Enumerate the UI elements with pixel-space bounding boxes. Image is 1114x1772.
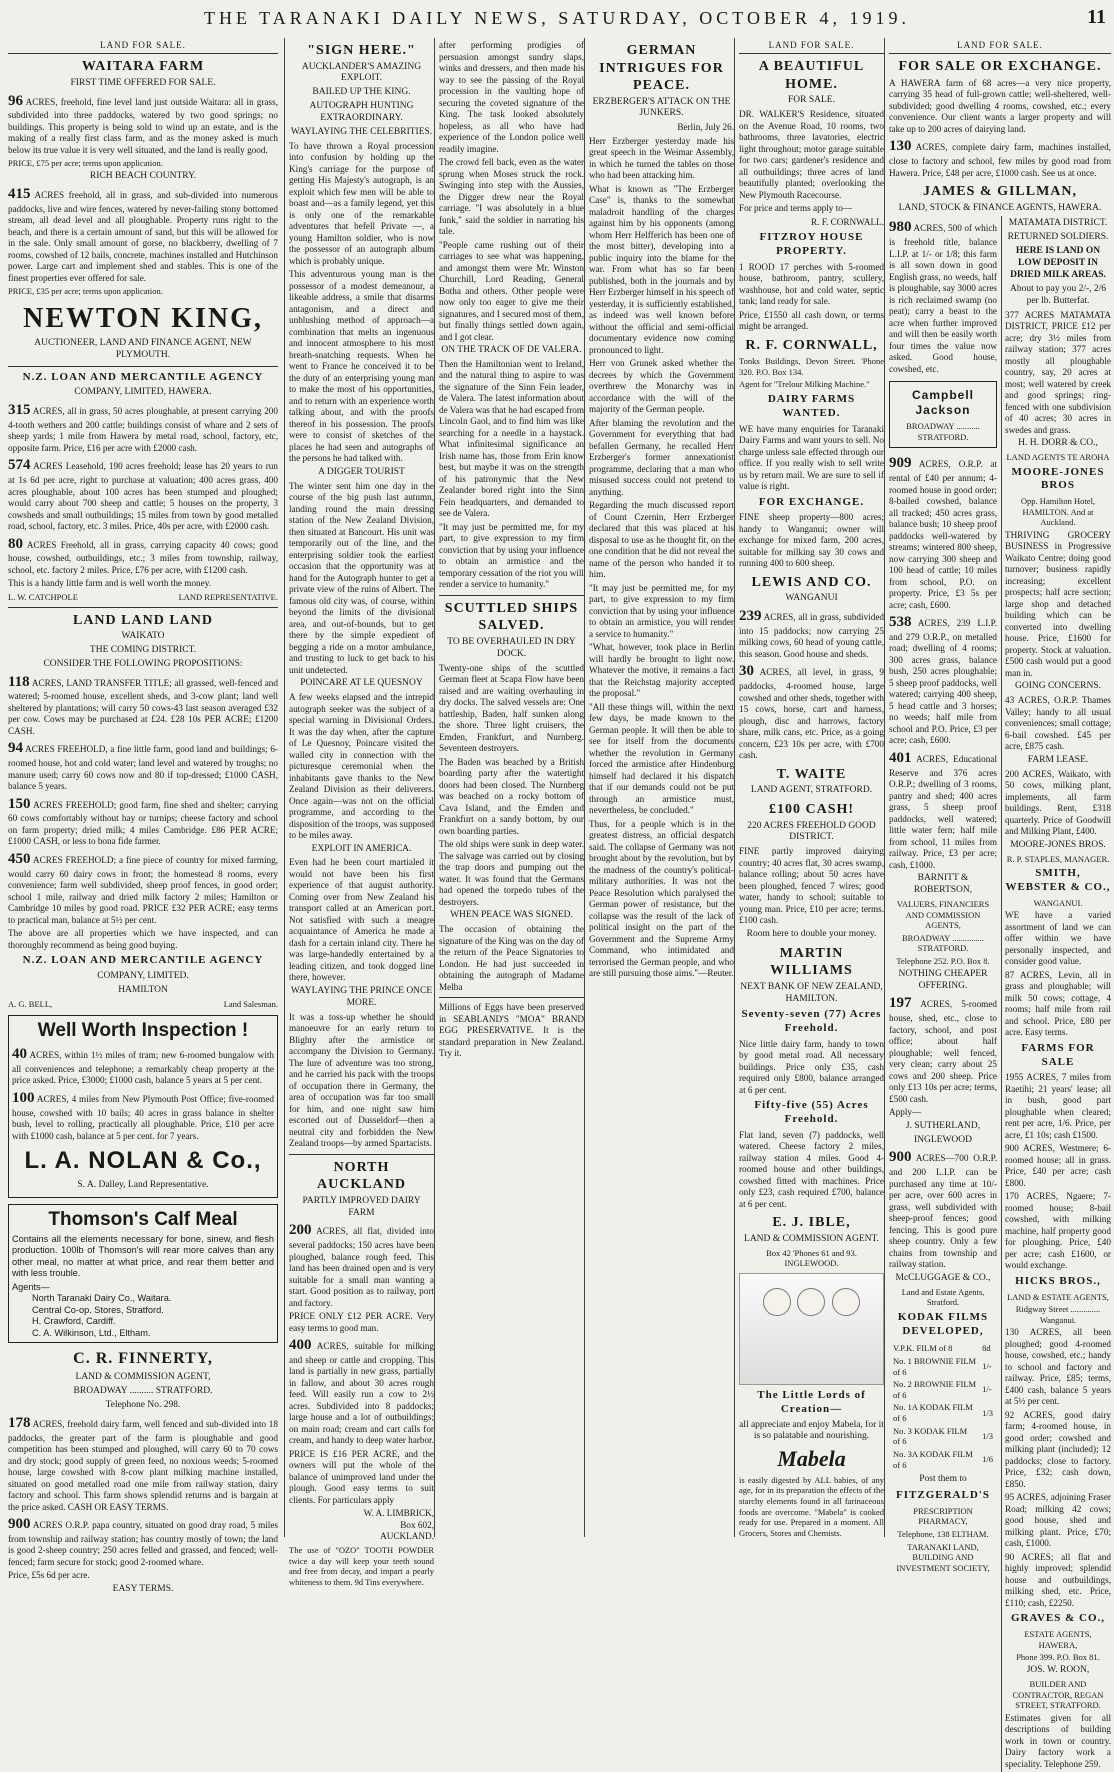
fitzgerald-heading: FITZGERALD'S [896, 1489, 990, 1501]
limbrick-name: W. A. LIMBRICK, [363, 1508, 434, 1519]
article-paragraph: What is known as "The Erzberger Case" is, thanks to the somewhat maladroit handling of the charges against him by his opponents (among whom Herr Helfferich has been one of the most bitter), developing into a public inquiry into the blame for the war. From what has so far been published, both in the journals and by Herr Erzberger himself in his speech of yesterday, it is sufficiently established, as indeed was well known before without the official and semi-official documentary evidence now coming pronounced to light. [589, 183, 734, 355]
mabela-logo: Mabela [777, 1446, 846, 1472]
barnitt-subheading: VALUERS, FINANCIERS AND COMMISSION AGENTS, [896, 898, 990, 931]
two-col-block [889, 216, 1111, 1772]
agents-label: Agents— [12, 1281, 50, 1292]
kodak-price-cell: 1/- [982, 1384, 992, 1395]
seventy-seven-acres-text: Nice little dairy farm, handy to town by good metal road. All necessary buildings. Price only £35, cash required only £800, balance arranged at 6 per cent. [739, 1038, 884, 1095]
article-paragraph: Herr Erzberger yesterday made his great speech in the Weimar Assembly, in which he turned the tables on those who had been attacking him. [589, 135, 734, 181]
left-subcolumn [889, 216, 997, 1772]
ad-400-price: PRICE IS £16 PER ACRE, and the owners will put the whole of the balance of unimproved land under the plough. Good easy terms to suit clients. For particulars apply [289, 1448, 434, 1505]
well-worth-heading: Well Worth Inspection ! [37, 1020, 249, 1042]
sale-exchange-heading: FOR SALE OR EXCHANGE. [898, 59, 1102, 75]
article-paragraph: The winter sent him one day in the course of the big push last autumn, landing round the main dressing station of the New Zealand Division, then situated at Bancourt. His unit was temporarily out of the line, and the enterprising soldier took the earliest occasion that the opportunity was at hand for the Autograph hunter to get a private view of the ruins of Albert. The famous old city was, of course, within beyond the limits of the divisional area, and out-of-bounds, but to get there by the simple expedient of begging a ride on a motor ambulance, and trusting to luck to get back to his unit undetected. [289, 480, 434, 675]
ad-377-acres: 377 ACRES MATAMATA DISTRICT, PRICE £12 per acre; dry 3½ miles from railway station; 377 acres mostly all ploughable country, say, 20 acres at most; well watered by creek and good springs; ring-fenced with one subdivision of 40 acres; 30 acres in swedes and grass. [1005, 309, 1111, 435]
kodak-price-cell: 1/6 [982, 1454, 993, 1465]
subheading-de-valera: ON THE TRACK OF DE VALERA. [441, 345, 582, 355]
hicks-address: Ridgway Street .............. Wanganui. [1015, 1304, 1101, 1325]
ad-900-price: Price, £5s 6d per acre. [8, 1570, 90, 1581]
article-paragraph: Then the Hamiltonian went to Ireland, and the natural thing to aspire to was the signature of the Sinn Fein leader, de Valera. The latest information about de Valera was that he had escaped from Lincoln Gaol, and to find him was like searching for a needle in a haystack. What infinitesimal significance an Irish name has, those from Erin know best, but maybe it was on the strength of his patronymic that the New Zealander bored right into the Sinn Fein headquarters, and demanded to see de Valera. [439, 358, 584, 519]
james-gillman-heading: JAMES & GILLMAN, [922, 184, 1078, 199]
ad-178-acres: 178 ACRES, freehold dairy farm, well fenced and sub-divided into 18 paddocks, the greater part of the farm is ploughable and good competition has been stumped and ploughed, will carry 60 to 70 cows and dry stock; good supply of green feed, no noxious weeds; 5-roomed house, large cowshed with 8-cow plant milking machine installed, situated on good metalled road one mile from railway station, dairy factory and school. This farm shows splendid returns and is bargain at the price asked. CASH OR EASY TERMS. [8, 1414, 278, 1512]
article-paragraph: "What, however, took place in Berlin will hardly be brought to light now. Whatever the motive, it remains a fact that the Reichstag majority accepted the proposal." [589, 642, 734, 699]
ad-130-acres: 130 ACRES, complete dairy farm, machines installed, close to factory and school, few miles by good road from Hawera. Price, £48 per acre, £1000 cash. See us at once. [889, 138, 1111, 178]
barnitt-telephone: Telephone 252. P.O. Box 8. [896, 956, 990, 966]
ad-94-acres: 94 ACRES FREEHOLD, a fine little farm, good land and buildings; 6-roomed house, hot and cold water; land level and watered by troughs; no manure used; carry 60 cows now and 80 if top-dressed; £1000 CASH, balance 5 years. [8, 740, 278, 792]
farm-lease-heading: FARM LEASE. [1027, 754, 1089, 765]
ad-130-acres-hicks: 130 ACRES, all been ploughed; good 4-roomed house, cowshed, etc.; handy to school and factory and railway. Price, £85; terms, £400 cash, balance 5 years at 5½ per cent. [1005, 1327, 1111, 1407]
lewis-city: WANGANUI [785, 593, 838, 604]
kodak-price-row [891, 1426, 995, 1447]
thomson-heading: Thomson's Calf Meal [48, 1208, 238, 1230]
subheading-exploit-america: EXPLOIT IN AMERICA. [311, 843, 412, 854]
ad-239-acres: 239 ACRES, all in grass, subdivided into 15 paddocks; now carrying 25 milking cows, 60 head of young cattle, this season. Good house and sheds. [739, 608, 884, 659]
article-paragraph: Even had he been court martialed it would not have been his first experience of that august authority. Coming over from New Zealand his transport called at an American port. Not satisfied with such a meagre acquaintance of America he made a dash for a certain inland city. There he was large-handedly entertained by a leading citizen, and took dogged line there, however. [289, 857, 434, 983]
ad-401-acres: 401 ACRES, Educational Reserve and 376 acres O.R.P.; dwelling of 3 rooms, pantry and shed; 400 acres grass, 5 sheep proof paddocks, well watered; little water fern; half mile from school, 11 miles from railway. Price, £3 per acre; cash, £1000. [889, 749, 997, 870]
agent-2: Central Co-op. Stores, Stratford. [32, 1304, 164, 1315]
ad-80-acres: 80 ACRES Freehold, all in grass, carrying capacity 40 cows; good house, cowshed, outbuildings, etc.; 3 miles from township, railway, school, etc. factory 2 miles. Price, £76 per acre, with £1200 cash. [8, 535, 278, 575]
beautiful-home-heading: A BEAUTIFUL HOME. [758, 59, 865, 92]
scuttled-ships-subheading: TO BE OVERHAULED IN DRY DOCK. [447, 636, 576, 659]
walker-apply: For price and terms apply to— [739, 203, 853, 214]
grocery-business-ad: THRIVING GROCERY BUSINESS in Progressive Waikato Centre; doing good turnover; business rapidly increasing; excellent prospects; half acre section; large shop and detached building which can be converted into dwelling house. Price, £1600 for property. Stock at valuation. £500 cash would put a good man in. [1005, 529, 1111, 678]
kodak-price-cell: 1/3 [982, 1407, 993, 1418]
fitzgerald-telephone: Telephone, 138 ELTHAM. [897, 1529, 989, 1539]
article-paragraph: To have thrown a Royal procession into confusion by holding up the King's carriage for the purpose of getting His Majesty's autograph, is an exploit which few men will be able to boast and—as a family legend, yet this is only one of the remarkable adventures that befell Private —, a young Hamilton soldier, who is now the possessor of an autograph album which is probably unique. [289, 140, 434, 266]
ad-400-acres: 400 ACRES, suitable for milking and sheep or cattle and cropping. This land is partially in new grass, partially in fallow, and about 30 acres rough feed. Will easily run a cow to 2½ acres. Subdivided into 8 paddocks; large house and a lot of outbuildings; on main road; cream and cart calls for cream, and handy to deep water harbor. [289, 1337, 434, 1446]
dateline: Berlin, July 26. [677, 122, 734, 133]
german-intrigues-heading: GERMAN INTRIGUES FOR PEACE. [599, 43, 724, 93]
scuttled-ships-heading: SCUTTLED SHIPS SALVED. [444, 600, 579, 634]
ible-heading: E. J. IBLE, [772, 1215, 851, 1231]
campbell-heading: Campbell Jackson [911, 388, 974, 418]
smith-webster-text: WE have a varied assortment of land we can offer within we have personally inspected, and consider good value. [1005, 910, 1111, 967]
egg-preservative-advert: Millions of Eggs have been preserved in SEABLAND'S "MOA" BRAND EGG PRESERVATIVE. It is the standard preparation in New Zealand. Try it. [439, 1002, 584, 1058]
kodak-price-row [891, 1449, 995, 1470]
article-paragraph: "All these things will, within the next few days, be made known to the German people. It will then be able to see for itself from the documents whether the revolution in Germany forced the armistice after Hindenburg himself had declared it his dispatch that if our demands could not be put through an armistice must, nevertheless, be concluded." [589, 701, 734, 816]
campbell-address: BROADWAY ........... STRATFORD. [906, 421, 980, 442]
dorr-heading: H. H. DORR & CO., [1018, 438, 1098, 448]
walker-residence-ad: DR. WALKER'S Residence, situated on the Avenue Road, 10 rooms, two bathrooms, three lavatories, electric light throughout; motor garage suitable for two cars; gardener's residence and all outbuildings; three acres of land beautifully planted; overlooking the New Plymouth Racecourse. [739, 109, 884, 200]
subheading-poincare: POINCARE AT LE QUESNOY [300, 678, 423, 689]
ad-980-acres: 980 ACRES, 500 of which is freehold title, balance L.I.P. at 1/- or 1/8; this farm is all sown down in good English grass, no weeds, half is ploughable, say 3000 acres is rich reclaimed swamp (no peat); carry a beast to the acre when further improved and will then be easily worth four times the value now asked. Good house, cowshed, etc. [889, 219, 997, 374]
mccluggage-heading: McCLUGGAGE & CO., [895, 1272, 991, 1283]
ad-200-acres-lease: 200 ACRES, Waikato, with 50 cows, milking plant, implements, all farm buildings. Rent, £318 quarterly. Price of Goodwill and Milking Plant, £400. [1005, 768, 1111, 837]
ad-197-acres: 197 ACRES, 5-roomed house, shed, etc., close to factory, school, and post office; about half ploughable; well fenced, very clean; carry about 25 cows and 200 sheep. Price only £13 10s per acre; terms, £500 cash. [889, 995, 997, 1104]
roon-heading: JOS. W. ROON, [1026, 1665, 1090, 1675]
barnitt-heading: BARNITT & ROBERTSON, [913, 873, 973, 895]
nolan-heading: L. A. NOLAN & Co., [24, 1147, 262, 1174]
article-paragraph: "It may just be permitted me, for my part, to give expression to my firm conviction that by using your influence to obtain an armistice, you will render a service to humanity." [589, 582, 734, 639]
ad-30-acres: 30 ACRES, all level, in grass, 9 paddocks, 4-roomed house, large cowshed and other sheds, together with 15 cows, horse, cart and harness, plough, disc and harrows, factory share, milk cans, etc. Price, as a going concern, £23 10s per acre, with £700 cash. [739, 663, 884, 761]
nz-loan-subheading: COMPANY, LIMITED, HAWERA. [74, 387, 212, 398]
fifty-five-acres-heading: Fifty-five (55) Acres Freehold. [754, 1099, 869, 1126]
newton-king-subheading: AUCTIONEER, LAND AND FINANCE AGENT, NEW PLYMOUTH. [34, 337, 252, 360]
article-paragraph: Twenty-one ships of the scuttled German fleet at Scapa Flow have been raised and are waiting overhauling in dry docks. The salved vessels are: One battleship, Baden, half sunken along the shore. Three light cruisers, the Emden, Frankfurt, and Nurnberg. Seventeen destroyers. [439, 662, 584, 754]
rood-price: Price, £1550 all cash down, or terms might be arranged. [739, 309, 884, 332]
agent-4: C. A. Wilkinson, Ltd., Eltham. [32, 1327, 151, 1338]
kodak-price-cell: No. 1A KODAK FILM of 6 [893, 1402, 973, 1423]
nz-loan-subheading-2: COMPANY, LIMITED. [97, 970, 189, 981]
martin-williams-address: NEXT BANK OF NEW ZEALAND, HAMILTON. [740, 981, 883, 1004]
apply-label: Apply— [889, 1107, 922, 1118]
divider [289, 1154, 434, 1155]
baby-face-icon [797, 1288, 825, 1316]
column-german-intrigues [584, 38, 734, 1537]
subheading-peace-signed: WHEN PEACE WAS SIGNED. [450, 910, 573, 921]
ad-100-acres: 100 ACRES, 4 miles from New Plymouth Post Office; five-roomed house, cowshed with 10 bails; 40 acres in grass balance in shelter bush, level to rolling, practically all ploughable. Price, £10 per acre with £1000 cash, balance at 5 per cent. for 7 years. [12, 1089, 274, 1141]
hamilton-label: HAMILTON [118, 984, 168, 995]
returned-soldiers: RETURNED SOLDIERS. [1007, 232, 1109, 243]
kodak-price-row [891, 1379, 995, 1400]
article-paragraph: It was a toss-up whether he should manoeuvre for an early return to Blighty after the armistice or accompany the Division to Germany. The lure of adventure was too strong, and he carried his pack with the troops of occupation there in Germany, the area of occupation was far too small for him, and one night saw him escorted out of Dusseldorf—then a neutral city and forbidden the New Zealand troops—by armed Spartacists. [289, 1011, 434, 1149]
page-number: 11 [1087, 6, 1106, 28]
bell-signature: A. G. BELL, Land Salesman. [8, 998, 278, 1009]
newton-king-heading: NEWTON KING, [23, 302, 263, 334]
columns [0, 38, 1114, 1769]
ad-415-acres: 415 ACRES freehold, all in grass, and sub-divided into numerous paddocks, live and wire fences, watered by never-failing stony bottomed stream, all dead level and all ploughable. Property runs right to the beach, and there is a certain amount of sand, but this will be allowed for in the sale. Only small amount of gorse, no blackberry, dwelling of 7 rooms, cowshed of 12 bails, concrete, machines installed and Hutchinson power. Large cart and implement shed and stables. This is one of the finest properties ever offered for sale. [8, 185, 278, 283]
ad-900-westmere: 900 ACRES, Westmere; 6-roomed house; all in grass. Price, £40 per acre; cash £800. [1005, 1143, 1111, 1188]
ad-315-acres: 315 ACRES, all in grass, 50 acres ploughable, at present carrying 200 4-tooth wethers and 200 cattle; buildings consist of whare and 2 sets of sheep yards; 1 mile from Hawera by metal road, school, factory, etc, opposite farm. Price, £16 per acre with £2000 cash. [8, 402, 278, 453]
rich-beach-heading: RICH BEACH COUNTRY. [89, 171, 197, 181]
waikato-heading: WAIKATO [121, 631, 165, 641]
ad-909-acres: 909 ACRES, O.R.P. at rental of £40 per annum; 4-roomed house in good order; 8-bailed cowshed, balance all tracked; 450 acres grass, balance bush; 10 sheep proof paddocks well-watered by streams; wintered 800 sheep, now carrying 300 sheep and 100 head of cattle; 10 miles from school, P.O. on property. Price, £3 5s per acre; cash, £600. [889, 455, 997, 610]
section-heading: LAND FOR SALE. [889, 38, 1111, 54]
finnerty-telephone: Telephone No. 298. [105, 1399, 181, 1410]
column-sale-or-exchange [884, 38, 1111, 1769]
north-auckland-subheading: PARTLY IMPROVED DAIRY FARM [302, 1195, 421, 1218]
ad-40-acres: 40 ACRES, within 1½ miles of tram; new 6-roomed bungalow with all conveniences and telephone; a remarkably cheap property at the price asked. Price, £3000; £1000 cash, balance 5 years at 5 per cent. [12, 1046, 274, 1086]
cornwall-heading: R. F. CORNWALL, [745, 337, 878, 353]
sign-here-sub-2: BAILED UP THE KING. [312, 87, 411, 98]
moore-jones-address: Opp. Hamilton Hotel, HAMILTON. And at Auckland. [1020, 496, 1096, 528]
nz-loan-heading: N.Z. LOAN AND MERCANTILE AGENCY [22, 370, 264, 383]
agent-1: North Taranaki Dairy Co., Waitara. [32, 1293, 172, 1304]
section-heading: LAND FOR SALE. [8, 38, 278, 54]
sutherland-name: J. SUTHERLAND, [905, 1120, 981, 1131]
kodak-price-cell: 1/- [982, 1361, 992, 1372]
hicks-heading: HICKS BROS., [1015, 1274, 1101, 1287]
kodak-heading: KODAK FILMS DEVELOPED, [897, 1310, 989, 1337]
graves-telephone: Phone 399. P.O. Box 81. [1016, 1652, 1100, 1663]
section-heading: LAND FOR SALE. [739, 38, 884, 54]
finnerty-heading: C. R. FINNERTY, [73, 1350, 213, 1368]
kodak-price-row [891, 1402, 995, 1423]
hawera-farm-ad: A HAWERA farm of 68 acres—a very nice property, carrying 35 head of full-grown cattle; well-sheltered, well-subdivided; good dwelling 4 rooms, cowshed, etc.; every convenience. Our client wants a larger property and will take up to 200 acres of dairying land. [889, 77, 1111, 134]
nothing-cheaper-heading: NOTHING CHEAPER OFFERING. [898, 968, 988, 991]
ad-150-acres: 150 ACRES FREEHOLD; good farm, fine shed and shelter; carrying 60 cows comfortably without hay or turnips; cheese factory and school on farm property; dried milk; 4 miles Cambridge. £86 PER ACRE; £1000 CASH, or less to bona fide farmer. [8, 795, 279, 847]
farms-for-sale-heading: FARMS FOR SALE [1021, 1041, 1095, 1068]
sign-here-heading: "SIGN HERE." [307, 43, 416, 58]
little-lords-sub: all appreciate and enjoy Mabela, for it is so palatable and nourishing. [739, 1419, 884, 1442]
article-paragraph: The occasion of obtaining the signature of the King was on the day of the return of the Peace Signatories to London. He had just succeeded in obtaining the autograph of Madame Melba [439, 924, 584, 992]
ad-87-acres: 87 ACRES, Levin, all in grass and ploughable; will milk 50 cows; cottage, 4 rooms; half mile from rail and school. Price, £80 per acre. Easy terms. [1005, 969, 1111, 1038]
ad-90-acres: 90 ACRES; all flat and highly improved; splendid house and outbuildings, milking shed, etc. Price, £110; cash, £2250. [1005, 1551, 1111, 1608]
ad-118-acres: 118 ACRES, LAND TRANSFER TITLE; all grassed, well-fenced and watered; 5-roomed house, excellent sheds, and 3-cow plant; land well sheltered by plantations; will carry 50 cows-43 last season averaged £32 per cow. Cows may be purchased at £24. £28 10s PER ACRE; £1200 CASH. [8, 673, 278, 736]
baby-faces [760, 1288, 863, 1316]
taranaki-building-society: TARANAKI LAND, BUILDING AND INVESTMENT SOCIETY, [896, 1541, 990, 1573]
going-concerns-heading: GOING CONCERNS. [1014, 681, 1102, 692]
moore-jones-manager: R. P. STAPLES, MANAGER. [1006, 853, 1110, 864]
babies-illustration [739, 1273, 884, 1385]
north-auckland-heading: NORTH AUCKLAND [317, 1159, 406, 1193]
catchpole-signature: L. W. CATCHPOLE LAND REPRESENTATIVE. [8, 591, 278, 602]
coming-district: THE COMING DISTRICT. [89, 644, 197, 655]
divider [439, 595, 584, 596]
low-deposit-heading: HERE IS LAND ON LOW DEPOSIT IN DRIED MILK AREAS. [1010, 246, 1106, 280]
exchange-heading: FOR EXCHANGE. [758, 495, 865, 508]
handy-farm-note: This is a handy little farm and is well worth the money. [8, 578, 212, 589]
column-land-for-sale-2 [734, 38, 884, 1537]
ad-900-acres: 900 ACRES—700 O.R.P. and 200 L.I.P. can be purchased any time at 10/- per acre, over 600 acres in grass, well subdivided with sheep-proof fences; good fencing. This is good pure sheep country. Only a few chains from township and railway station. [889, 1149, 998, 1270]
walker-agent: R. F. CORNWALL. [810, 216, 884, 227]
room-to-double: Room here to double your money. [746, 928, 877, 939]
easy-terms: EASY TERMS. [112, 1583, 174, 1594]
waite-heading: T. WAITE [776, 766, 847, 782]
cash-100-heading: £100 CASH! [768, 802, 855, 817]
article-paragraph: The old ships were sunk in deep water. The salvage was carried out by closing the trap doors and pumping out the water. It was found that the Germans had opened the torpedo tubes of the destroyers. [439, 839, 584, 907]
column-article-continued [434, 38, 584, 1537]
sign-here-sub-4: WAYLAYING THE CELEBRITIES. [290, 126, 433, 137]
little-lords-heading: The Little Lords of Creation— [757, 1389, 866, 1415]
ad-538-acres: 538 ACRES, 239 L.I.P. and 279 O.R.P., on metalled road; dwelling of 4 rooms; 300 acres grass, balance bush, 250 acres ploughable; 5 sheep proof paddocks, well watered; carrying 400 sheep, 5 head cattle and 3 horses; no weeds; half mile from school and P.O. Price, £3 per acre; cash, £600. [889, 614, 998, 746]
ad-415-price: PRICE, £35 per acre; terms upon application. [8, 286, 163, 297]
mabela-text: is easily digested by ALL babies, of any age, for in its preparation the effects of the starchy elements found in all farinaceous foods are overcome. "Mabela" is cooked ready for use. Prepared in a moment. All Grocers, Stores and Chemists. [739, 1474, 884, 1538]
consider-propositions: CONSIDER THE FOLLOWING PROPOSITIONS: [43, 658, 243, 669]
land-land-land-heading: LAND LAND LAND [72, 612, 213, 628]
moore-jones-heading: MOORE-JONES BROS [1011, 465, 1105, 492]
martin-williams-heading: MARTIN WILLIAMS [770, 945, 853, 979]
waite-subheading: LAND AGENT, STRATFORD. [750, 785, 873, 796]
kodak-price-cell: V.P.K. FILM of 8 [893, 1343, 953, 1354]
cash-100-text: FINE partly improved dairying country; 40 acres flat, 30 acres swamp, balance rolling; about 50 acres have been ploughed, fenced 7 wires; good water, handy to school; suitable to young man. Price, £10 per acre; terms. £100 cash. [739, 846, 884, 926]
article-paragraph: The Baden was beached by a British boarding party after the watertight doors had been closed. The Nurnberg was beached on a rocky bottom of Cava Island, and the Emden and Frankfurt on a sandy bottom, by our own boarding parties. [439, 756, 584, 836]
ad-900-acres: 900 ACRES O.R.P. papa country, situated on good dray road, 5 miles from township and railway station; has country mostly of town; the land is good 2-sheep country; 250 acres felled and grassed, and fenced; well-fenced; farm secure for stock; good 2-roomed whare. [8, 1516, 278, 1567]
masthead [0, 0, 1114, 30]
kodak-price-cell: No. 1 BROWNIE FILM of 6 [893, 1355, 977, 1377]
graves-heading: GRAVES & CO., [1010, 1612, 1106, 1625]
for-sale-label: FOR SALE. [788, 95, 835, 106]
article-paragraph: A few weeks elapsed and the intrepid autograph seeker was the subject of a special warning in Divisional Orders. It was the day when, after the capture of Le Quesnoy, Poincare visited the walled city in connection with the picturesque ceremonial when the inhabitants gave thanks to the New Zealand Division as their deliverers. Once again—was not on the official programme, and according to the disposition of the troops, was supposed to be miles away. [289, 692, 434, 840]
ad-450-acres: 450 ACRES FREEHOLD; a fine piece of country for mixed farming, would carry 60 dairy cows in front; the homestead 8 rooms, every convenience; farm well subdivided, sheep proof fences, in good order; school 1 mile, railway and dried milk factory 2 miles; Hamilton or Cambridge 10 miles by good road. PRICE £32 PER ACRE; easy terms to practical man, balance at 5½ per cent. [8, 850, 278, 925]
lewis-heading: LEWIS AND CO. [751, 574, 872, 590]
article-paragraph: "People came rushing out of their carriages to see what was happening, and amongst them were Mr. Winston Churchill, Lord Reading, General Botha and others. Other people were now only too eager to give me their signatures, and I secured most of them, but finally things settled down again, and I got clear. [439, 239, 584, 342]
kodak-price-row [891, 1356, 995, 1377]
sign-here-sub-1: AUCKLANDER'S AMAZING EXPLOIT. [301, 61, 422, 84]
waitara-subheading: FIRST TIME OFFERED FOR SALE. [70, 77, 216, 88]
cornwall-address: Tonks Buildings, Devon Street. 'Phone 320. P.O. Box 134. [739, 356, 884, 377]
article-paragraph: The crowd fell back, even as the water sprung when Moses struck the rock. Swinging into step with the Aussies, the Digger drew near the Royal carriage. "I was absolutely in a blue funk," said the soldier in narrating his tale. [439, 157, 584, 236]
german-intrigues-subheading: ERZBERGER'S ATTACK ON THE JUNKERS. [592, 96, 731, 119]
article-paragraph: after performing prodigies of persuasion amongst sundry slaps, winks and dressers, and then made his way to see the passing of the Royal procession in the vaulting hope of securing the coveted signature of the King. The task looked absolutely hopeless, as all who have had experience of the London police well readily imagine. [439, 40, 584, 154]
ad-43-acres: 43 ACRES, O.R.P. Thames Valley; handy to all usual conveniences; small cottage; 6-bail cowshed. £45 per acre, £875 cash. [1005, 695, 1111, 752]
dorr-subheading: LAND AGENTS TE AROHA [1006, 451, 1110, 462]
sutherland-town: INGLEWOOD [913, 1134, 973, 1145]
james-gillman-sub: LAND, STOCK & FINANCE AGENTS, HAWERA. [898, 202, 1102, 213]
finnerty-subheading: LAND & COMMISSION AGENT, [75, 1372, 211, 1383]
baby-face-icon [763, 1288, 791, 1316]
subheading-waylaying-prince: WAYLAYING THE PRINCE ONCE MORE. [290, 985, 433, 1008]
nz-loan-heading-2: N.Z. LOAN AND MERCANTILE AGENCY [22, 954, 264, 967]
rood-ad: 1 ROOD 17 perches with 5-roomed house, bathroom, pantry, scullery, washhouse, hot and cold water, septic tank; land ready for sale. [739, 261, 884, 307]
column-land-adverts [8, 38, 279, 1594]
kodak-price-cell: No. 3A KODAK FILM of 6 [893, 1448, 973, 1470]
hicks-subheading: LAND & ESTATE AGENTS, [1007, 1291, 1109, 1302]
right-subcolumn [1001, 216, 1111, 1772]
ad-200-price: PRICE ONLY £12 PER ACRE. Very easy terms to good man. [289, 1311, 434, 1333]
seventy-seven-acres-heading: Seventy-seven (77) Acres Freehold. [741, 1008, 882, 1035]
dairy-farms-heading: DAIRY FARMS WANTED. [767, 393, 856, 419]
ad-96-acres: 96 ACRES, freehold, fine level land just outside Waitara: all in grass, subdivided into three paddocks, watered by two good springs; no buildings. This property is being sold to wind up an estate, and is the making of a really first class farm, and as the money asked is much below its true value it is very well situated, and the land is really good. [8, 92, 278, 155]
kodak-price-table [889, 1341, 997, 1472]
ible-subheading: LAND & COMMISSION AGENT. [744, 1233, 879, 1244]
thomson-text: Contains all the elements necessary for bone, sinew, and flesh production. 100lb of Thomson's will rear more calves than any other meal, no matter at what price, and rear them better and with less trouble. [12, 1233, 274, 1279]
kodak-price-cell: 8d [982, 1343, 991, 1354]
matamata-heading: MATAMATA DISTRICT. [1008, 218, 1108, 229]
post-label: Post them to [919, 1474, 967, 1485]
moore-jones-heading-2: MOORE-JONES BROS. [1010, 839, 1106, 850]
kodak-price-row [891, 1343, 995, 1354]
ad-1955-acres: 1955 ACRES, 7 miles from Raetihi; 21 years' lease; all in bush, good part ploughable when cleared; rent per acre, 1/6. Price, per acre, £1 10s; cash £1500. [1005, 1072, 1111, 1140]
sign-here-sub-3: AUTOGRAPH HUNTING EXTRAORDINARY. [309, 101, 414, 123]
article-paragraph: This adventurous young man is the possessor of a modest demeanour, a likeable address, a smile that disarms antagonism, and a direct and unblushing method of approach—a combination that melts an ingenuous and innocent atmosphere to his most breath-snatching requests. When he went to France he conceived it to be the duty of an enterprising young man to make the most of his opportunities, and to return with an experience worth talking about, and with the proofs thereof in his possession. The proofs were to consist of sketches of the places he had seen and autographs of the persons he had talked with. [289, 269, 434, 464]
mccluggage-sub: Land and Estate Agents, Stratford. [901, 1286, 985, 1308]
article-paragraph: "It may just be permitted me, for my part, to give expression to my firm conviction that by using your influence to obtain an armistice and the temporary cessation of the riot you will render a service to humanity." [439, 521, 584, 590]
kodak-price-cell: No. 2 BROWNIE FILM of 6 [893, 1379, 977, 1400]
cornwall-agent: Agent for "Trelour Milking Machine." [739, 379, 870, 390]
inspected-note: The above are all properties which we have inspected, and can thoroughly recommend as being good buying. [8, 928, 278, 950]
fitzroy-heading: FITZROY HOUSE PROPERTY. [759, 231, 864, 257]
subheading-digger-tourist: A DIGGER TOURIST [318, 466, 405, 477]
thomson-advert [8, 1204, 278, 1343]
kodak-price-cell: No. 3 KODAK FILM of 6 [893, 1425, 968, 1447]
ad-92-acres: 92 ACRES, good dairy farm; 4-roomed house, in good order; cowshed and milking plant (included); 12 paddocks; close to factory. Price, £32; cash down, £850. [1005, 1409, 1111, 1489]
smith-webster-heading: SMITH, WEBSTER & CO., [1005, 867, 1111, 893]
ad-96-price: PRICE, £75 per acre; terms upon application. [8, 158, 163, 169]
ad-95-acres: 95 ACRES, adjoining Fraser Road; milking 42 cows; good house, shed and milking plant. Price, £70; cash, £1000. [1005, 1492, 1111, 1549]
smith-webster-city: WANGANUI. [1033, 897, 1083, 908]
ad-200-acres: 200 ACRES, all flat, divided into several paddocks; 150 acres have been ploughed, balance rough feed. This land has been drained open and is very suitable for a small man wanting a start. Good position as to railway, port and factory. [289, 1222, 435, 1308]
divider [8, 607, 278, 608]
ad-574-acres: 574 ACRES Leasehold, 190 acres freehold; lease has 20 years to run at 1s 6d per acre, right to purchase at valuation; 400 acres grass, 400 acres ploughable, about 100 acres has been stumped and ploughed; would carry about 700 sheep and cattle; 5 houses on the property, 3 cowsheds and small outbuildings; 15 miles from town by good metalled road, school, factory, etc. 3 miles. Price, 40s per acre, with £2000 cash. [8, 457, 278, 532]
column-sign-here [284, 38, 435, 1587]
divider [439, 997, 584, 998]
roon-text: Estimates given for all descriptions of building work in town or country. Dairy factory work a speciality. Telephone 259. [1005, 1712, 1111, 1769]
nolan-advert [8, 1015, 278, 1198]
article-paragraph: Regarding the much discussed report of Count Czernin, Herr Erzberger declared that this was placed at his disposal to use as he thought fit, on the one condition that he did not reveal the name of the person who handed it to him. [589, 500, 734, 580]
article-paragraph: Herr von Grunek asked whether the decrees by which the Government overthrew the Monarchy was in accordance with the will of the majority of the German people. [589, 358, 734, 415]
cash-100-subheading: 220 ACRES FREEHOLD GOOD DISTRICT. [747, 820, 876, 843]
exchange-text: FINE sheep property—800 acres; handy to Wanganui; owner will exchange for mixed farm, 200 acres, suitable for milking say 30 cows and running 400 to 600 sheep. [739, 512, 884, 569]
ozo-advert: The use of "OZO" TOOTH POWDER twice a day will keep your teeth sound and free from decay, and impart a pearly whiteness to them. 9d Tins everywhere. [289, 1544, 434, 1587]
baby-face-icon [832, 1288, 860, 1316]
kodak-price-cell: 1/3 [982, 1430, 993, 1441]
fifty-five-acres-text: Flat land, seven (7) paddocks, well watered. Cheese factory 2 miles, railway station 4 miles. Good 4-roomed house and other buildings, cowshed fitted with machines. Price only £23, cash required £700, balance at 6 per cent. [739, 1129, 884, 1209]
agent-3: H. Crawford, Cardiff. [32, 1316, 116, 1327]
divider [8, 366, 278, 367]
butterfat-note: About to pay you 2/-, 2/6 per lb. Butterfat. [1009, 283, 1107, 306]
newspaper-title: THE TARANAKI DAILY NEWS, SATURDAY, OCTOBER 4, 1919. [204, 8, 910, 28]
article-paragraph: Thus, for a people which is in the greatest distress, an official despatch said. The collapse of Germany was not brought about by the revolution, but by the madness of the country's political-military authorities. It was not the Peace Resolution which paralysed the German power of resistance, but the collapse was the result of the lack of political insight on the part of the Government and the Supreme Army Command, who intimidated and terrorised the German people, and who are still pursuing those aims."—Reuter. [589, 818, 734, 979]
ible-address: Box 42 'Phones 61 and 93. INGLEWOOD. [766, 1247, 857, 1269]
limbrick-box: Box 602, [400, 1519, 434, 1530]
waitara-heading: WAITARA FARM [81, 59, 205, 75]
nolan-subheading: S. A. Dalley, Land Representative. [77, 1180, 209, 1190]
limbrick-city: AUCKLAND. [380, 1531, 434, 1542]
finnerty-address: BROADWAY .......... STRATFORD. [73, 1386, 213, 1396]
campbell-jackson-box [889, 381, 997, 448]
barnitt-address: BROADWAY ............... STRATFORD. [901, 932, 985, 954]
ad-170-acres: 170 ACRES, Ngaere; 7-roomed house; 8-bail cowshed, with milking machine, half property good for ploughing. Price, £40 per acre; cash £1600, or would exchange. [1005, 1191, 1111, 1271]
pharmacy-label: PRESCRIPTION PHARMACY, [913, 1505, 973, 1527]
dairy-farms-text: WE have many enquiries for Taranaki Dairy Farms and want yours to sell. No charge unless sale effected through our office. If you really wish to sell write us by return mail. We are sure to sell if value is right. [739, 423, 884, 491]
graves-subheading: ESTATE AGENTS, HAWERA, [1024, 1629, 1092, 1650]
roon-subheading: BUILDER AND CONTRACTOR, REGAN STREET, STRATFORD. [1012, 1678, 1104, 1711]
article-paragraph: After blaming the revolution and the Government for everything that had befallen Germany, he recalled Herr Erzberger's former annexationist programme, declaring that a man who misused success could not pretend to anything. [589, 417, 734, 497]
